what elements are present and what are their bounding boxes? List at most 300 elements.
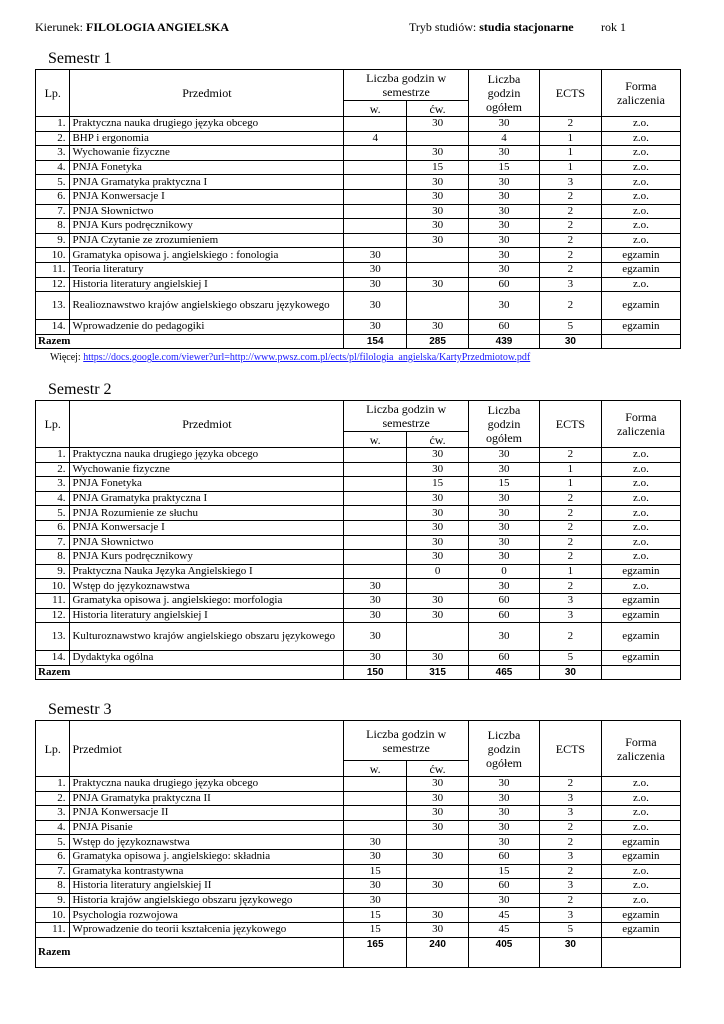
row-przedmiot: Wychowanie fizyczne — [70, 146, 344, 161]
row-lp: 1. — [36, 448, 70, 463]
row-cwiczenia: 30 — [407, 849, 469, 864]
row-ogolem: 15 — [469, 477, 540, 492]
row-ogolem: 30 — [469, 623, 540, 651]
row-wyklady — [344, 477, 407, 492]
row-ogolem: 30 — [469, 248, 540, 263]
row-wyklady — [344, 204, 407, 219]
row-forma: egzamin — [601, 593, 680, 608]
row-przedmiot: Gramatyka opisowa j. angielskiego : fonologia — [70, 248, 344, 263]
row-cwiczenia: 30 — [407, 233, 469, 248]
row-przedmiot: Historia krajów angielskiego obszaru językowego — [70, 893, 344, 908]
row-cwiczenia — [407, 893, 469, 908]
row-forma: egzamin — [601, 320, 680, 335]
col-header-cwiczenia: ćw. — [407, 761, 469, 777]
row-lp: 4. — [36, 160, 70, 175]
row-przedmiot: PNJA Gramatyka praktyczna I — [70, 175, 344, 190]
row-lp: 6. — [36, 189, 70, 204]
row-ects: 3 — [540, 593, 602, 608]
row-forma: z.o. — [601, 160, 680, 175]
row-przedmiot: Historia literatury angielskiej I — [70, 277, 344, 292]
row-lp: 1. — [36, 777, 70, 792]
row-ogolem: 60 — [469, 879, 540, 894]
row-ogolem: 4 — [469, 131, 540, 146]
row-ogolem: 30 — [469, 893, 540, 908]
razem-label: Razem — [36, 334, 344, 349]
row-forma: egzamin — [601, 651, 680, 666]
row-wyklady — [344, 506, 407, 521]
row-ogolem: 30 — [469, 233, 540, 248]
col-header-godziny-ogolem: Liczba godzin ogółem — [469, 401, 540, 448]
row-cwiczenia — [407, 579, 469, 594]
row-wyklady: 30 — [344, 849, 407, 864]
row-cwiczenia: 30 — [407, 922, 469, 937]
row-ects: 2 — [540, 623, 602, 651]
col-header-godziny-semestr: Liczba godzin w semestrze — [344, 721, 469, 761]
row-przedmiot: PNJA Gramatyka praktyczna II — [70, 791, 344, 806]
row-lp: 12. — [36, 277, 70, 292]
row-lp: 7. — [36, 535, 70, 550]
col-header-przedmiot: Przedmiot — [70, 721, 344, 777]
row-ogolem: 15 — [469, 864, 540, 879]
row-przedmiot: Teoria literatury — [70, 262, 344, 277]
row-forma: z.o. — [601, 117, 680, 132]
row-przedmiot: PNJA Słownictwo — [70, 204, 344, 219]
row-cwiczenia: 30 — [407, 806, 469, 821]
row-ects: 1 — [540, 462, 602, 477]
row-wyklady — [344, 820, 407, 835]
row-ogolem: 30 — [469, 491, 540, 506]
table-row — [36, 864, 681, 879]
row-ects: 2 — [540, 535, 602, 550]
razem-ogolem: 405 — [469, 937, 540, 967]
row-forma: z.o. — [601, 204, 680, 219]
razem-label: Razem — [36, 937, 344, 967]
semester-3-table — [35, 720, 681, 968]
table-row — [36, 564, 681, 579]
row-przedmiot: BHP i ergonomia — [70, 131, 344, 146]
row-ogolem: 45 — [469, 922, 540, 937]
row-lp: 5. — [36, 506, 70, 521]
row-ogolem: 30 — [469, 520, 540, 535]
row-forma: z.o. — [601, 777, 680, 792]
table-row — [36, 189, 681, 204]
row-wyklady: 15 — [344, 864, 407, 879]
row-wyklady: 30 — [344, 893, 407, 908]
row-ects: 3 — [540, 908, 602, 923]
row-ects: 2 — [540, 117, 602, 132]
table-row — [36, 806, 681, 821]
table-row — [36, 550, 681, 565]
razem-forma — [601, 665, 680, 680]
row-przedmiot: Wprowadzenie do teorii kształcenia językowego — [70, 922, 344, 937]
row-cwiczenia: 0 — [407, 564, 469, 579]
row-cwiczenia: 30 — [407, 277, 469, 292]
row-wyklady: 30 — [344, 623, 407, 651]
row-przedmiot: Historia literatury angielskiej II — [70, 879, 344, 894]
row-wyklady: 15 — [344, 922, 407, 937]
row-przedmiot: PNJA Pisanie — [70, 820, 344, 835]
table-row — [36, 835, 681, 850]
table-row — [36, 506, 681, 521]
row-cwiczenia: 30 — [407, 491, 469, 506]
row-cwiczenia: 30 — [407, 117, 469, 132]
table-row — [36, 593, 681, 608]
table-row — [36, 233, 681, 248]
row-wyklady: 30 — [344, 262, 407, 277]
row-lp: 4. — [36, 820, 70, 835]
table-row — [36, 146, 681, 161]
row-ogolem: 30 — [469, 462, 540, 477]
row-ects: 5 — [540, 320, 602, 335]
table-row — [36, 448, 681, 463]
row-cwiczenia: 30 — [407, 175, 469, 190]
table-row — [36, 320, 681, 335]
row-lp: 2. — [36, 131, 70, 146]
row-cwiczenia — [407, 835, 469, 850]
row-ogolem: 30 — [469, 204, 540, 219]
row-lp: 11. — [36, 922, 70, 937]
row-przedmiot: Praktyczna Nauka Języka Angielskiego I — [70, 564, 344, 579]
row-ogolem: 30 — [469, 448, 540, 463]
razem-row — [36, 937, 681, 967]
row-forma: egzamin — [601, 564, 680, 579]
table-row — [36, 820, 681, 835]
col-header-wyklady: w. — [344, 101, 407, 117]
table-row — [36, 117, 681, 132]
table-row — [36, 908, 681, 923]
row-forma: z.o. — [601, 893, 680, 908]
table-row — [36, 791, 681, 806]
row-przedmiot: PNJA Słownictwo — [70, 535, 344, 550]
row-ects: 2 — [540, 233, 602, 248]
row-przedmiot: Wychowanie fizyczne — [70, 462, 344, 477]
row-wyklady — [344, 233, 407, 248]
row-wyklady: 30 — [344, 879, 407, 894]
table-row — [36, 777, 681, 792]
row-cwiczenia — [407, 131, 469, 146]
row-cwiczenia: 30 — [407, 879, 469, 894]
table-row — [36, 922, 681, 937]
row-wyklady — [344, 564, 407, 579]
row-ects: 2 — [540, 550, 602, 565]
row-forma: egzamin — [601, 623, 680, 651]
row-forma: egzamin — [601, 608, 680, 623]
row-wyklady — [344, 219, 407, 234]
row-cwiczenia: 30 — [407, 320, 469, 335]
row-ogolem: 30 — [469, 820, 540, 835]
row-lp: 3. — [36, 146, 70, 161]
row-lp: 6. — [36, 520, 70, 535]
row-forma: egzamin — [601, 908, 680, 923]
row-forma: z.o. — [601, 579, 680, 594]
row-ects: 5 — [540, 651, 602, 666]
row-forma: z.o. — [601, 879, 680, 894]
row-cwiczenia: 30 — [407, 908, 469, 923]
row-ogolem: 15 — [469, 160, 540, 175]
row-ects: 2 — [540, 448, 602, 463]
row-ogolem: 60 — [469, 849, 540, 864]
row-ects: 2 — [540, 579, 602, 594]
row-wyklady: 30 — [344, 608, 407, 623]
row-cwiczenia: 30 — [407, 520, 469, 535]
row-ogolem: 30 — [469, 117, 540, 132]
row-wyklady — [344, 448, 407, 463]
row-cwiczenia: 30 — [407, 777, 469, 792]
row-ogolem: 30 — [469, 791, 540, 806]
row-przedmiot: Wprowadzenie do pedagogiki — [70, 320, 344, 335]
row-cwiczenia: 30 — [407, 219, 469, 234]
razem-ects: 30 — [540, 937, 602, 967]
row-ogolem: 45 — [469, 908, 540, 923]
row-cwiczenia — [407, 864, 469, 879]
row-przedmiot: PNJA Czytanie ze zrozumieniem — [70, 233, 344, 248]
row-wyklady — [344, 535, 407, 550]
row-wyklady: 30 — [344, 277, 407, 292]
row-lp: 7. — [36, 864, 70, 879]
row-lp: 2. — [36, 791, 70, 806]
row-przedmiot: PNJA Rozumienie ze słuchu — [70, 506, 344, 521]
table-row — [36, 219, 681, 234]
more-link[interactable]: https://docs.google.com/viewer?url=http://www.pwsz.com.pl/ects/pl/filologia_angielska/KartyPrzedmiotow.pdf — [83, 352, 531, 363]
row-cwiczenia: 30 — [407, 146, 469, 161]
row-ogolem: 60 — [469, 277, 540, 292]
col-header-ects: ECTS — [540, 70, 602, 117]
row-forma: egzamin — [601, 849, 680, 864]
row-cwiczenia: 30 — [407, 820, 469, 835]
row-przedmiot: Kulturoznawstwo krajów angielskiego obszaru językowego — [70, 623, 344, 651]
row-wyklady — [344, 806, 407, 821]
table-row — [36, 608, 681, 623]
row-forma: z.o. — [601, 864, 680, 879]
row-ogolem: 60 — [469, 320, 540, 335]
table-row — [36, 879, 681, 894]
row-ogolem: 30 — [469, 579, 540, 594]
col-header-lp: Lp. — [36, 70, 70, 117]
table-row — [36, 535, 681, 550]
razem-ogolem: 439 — [469, 334, 540, 349]
more-link-row — [50, 352, 530, 363]
row-cwiczenia — [407, 248, 469, 263]
row-lp: 13. — [36, 623, 70, 651]
col-header-godziny-semestr: Liczba godzin w semestrze — [344, 70, 469, 101]
row-ects: 2 — [540, 262, 602, 277]
row-ogolem: 30 — [469, 189, 540, 204]
row-lp: 11. — [36, 593, 70, 608]
row-ects: 3 — [540, 879, 602, 894]
table-row — [36, 175, 681, 190]
row-ects: 3 — [540, 806, 602, 821]
row-ects: 2 — [540, 491, 602, 506]
row-przedmiot: Psychologia rozwojowa — [70, 908, 344, 923]
row-wyklady: 30 — [344, 292, 407, 320]
row-ects: 2 — [540, 864, 602, 879]
row-ects: 1 — [540, 564, 602, 579]
col-header-ects: ECTS — [540, 721, 602, 777]
table-row — [36, 651, 681, 666]
semester-title: Semestr 1 — [48, 50, 112, 67]
row-przedmiot: PNJA Fonetyka — [70, 160, 344, 175]
row-wyklady: 30 — [344, 651, 407, 666]
col-header-wyklady: w. — [344, 761, 407, 777]
row-przedmiot: Dydaktyka ogólna — [70, 651, 344, 666]
row-ects: 2 — [540, 292, 602, 320]
row-forma: z.o. — [601, 535, 680, 550]
row-ogolem: 60 — [469, 608, 540, 623]
col-header-godziny-semestr: Liczba godzin w semestrze — [344, 401, 469, 432]
row-forma: z.o. — [601, 448, 680, 463]
row-ogolem: 30 — [469, 777, 540, 792]
row-ogolem: 30 — [469, 535, 540, 550]
table-row — [36, 292, 681, 320]
row-ogolem: 30 — [469, 835, 540, 850]
row-wyklady — [344, 189, 407, 204]
row-przedmiot: Wstęp do językoznawstwa — [70, 579, 344, 594]
row-ogolem: 30 — [469, 219, 540, 234]
row-przedmiot: PNJA Gramatyka praktyczna I — [70, 491, 344, 506]
row-lp: 8. — [36, 550, 70, 565]
row-ects: 1 — [540, 477, 602, 492]
col-header-przedmiot: Przedmiot — [70, 401, 344, 448]
row-forma: z.o. — [601, 175, 680, 190]
row-wyklady — [344, 491, 407, 506]
row-forma: z.o. — [601, 277, 680, 292]
row-przedmiot: Praktyczna nauka drugiego języka obcego — [70, 777, 344, 792]
row-ogolem: 30 — [469, 292, 540, 320]
row-ects: 3 — [540, 608, 602, 623]
row-wyklady — [344, 550, 407, 565]
row-ects: 2 — [540, 204, 602, 219]
razem-forma — [601, 334, 680, 349]
row-przedmiot: Wstęp do językoznawstwa — [70, 835, 344, 850]
col-header-ects: ECTS — [540, 401, 602, 448]
row-lp: 9. — [36, 564, 70, 579]
row-ects: 1 — [540, 131, 602, 146]
row-forma: z.o. — [601, 477, 680, 492]
razem-forma — [601, 937, 680, 967]
row-wyklady: 30 — [344, 320, 407, 335]
row-ects: 3 — [540, 849, 602, 864]
row-ogolem: 60 — [469, 593, 540, 608]
row-ogolem: 30 — [469, 806, 540, 821]
row-wyklady: 30 — [344, 593, 407, 608]
col-header-cwiczenia: ćw. — [407, 101, 469, 117]
row-ects: 2 — [540, 506, 602, 521]
row-lp: 14. — [36, 651, 70, 666]
row-przedmiot: Gramatyka kontrastywna — [70, 864, 344, 879]
row-forma: z.o. — [601, 806, 680, 821]
row-cwiczenia: 30 — [407, 593, 469, 608]
row-wyklady — [344, 791, 407, 806]
row-forma: egzamin — [601, 922, 680, 937]
row-lp: 8. — [36, 879, 70, 894]
row-cwiczenia: 30 — [407, 506, 469, 521]
row-forma: z.o. — [601, 520, 680, 535]
row-ogolem: 30 — [469, 175, 540, 190]
row-ogolem: 60 — [469, 651, 540, 666]
row-ogolem: 30 — [469, 506, 540, 521]
row-ogolem: 30 — [469, 262, 540, 277]
row-ects: 2 — [540, 820, 602, 835]
row-forma: z.o. — [601, 791, 680, 806]
table-row — [36, 131, 681, 146]
row-lp: 2. — [36, 462, 70, 477]
row-forma: z.o. — [601, 146, 680, 161]
row-lp: 11. — [36, 262, 70, 277]
row-lp: 9. — [36, 893, 70, 908]
row-wyklady — [344, 462, 407, 477]
row-przedmiot: Historia literatury angielskiej I — [70, 608, 344, 623]
row-ects: 1 — [540, 146, 602, 161]
row-forma: z.o. — [601, 550, 680, 565]
row-cwiczenia — [407, 262, 469, 277]
row-lp: 5. — [36, 175, 70, 190]
row-lp: 3. — [36, 477, 70, 492]
row-ogolem: 30 — [469, 146, 540, 161]
row-wyklady — [344, 520, 407, 535]
row-cwiczenia: 30 — [407, 189, 469, 204]
row-ects: 2 — [540, 520, 602, 535]
col-header-przedmiot: Przedmiot — [70, 70, 344, 117]
row-ects: 2 — [540, 893, 602, 908]
row-forma: egzamin — [601, 835, 680, 850]
row-wyklady — [344, 146, 407, 161]
semester-1-table — [35, 69, 681, 349]
row-ogolem: 30 — [469, 550, 540, 565]
row-lp: 4. — [36, 491, 70, 506]
row-ects: 2 — [540, 219, 602, 234]
row-cwiczenia: 30 — [407, 651, 469, 666]
row-cwiczenia: 30 — [407, 550, 469, 565]
col-header-lp: Lp. — [36, 721, 70, 777]
table-row — [36, 160, 681, 175]
row-przedmiot: Praktyczna nauka drugiego języka obcego — [70, 117, 344, 132]
row-przedmiot: PNJA Konwersacje I — [70, 520, 344, 535]
razem-ects: 30 — [540, 665, 602, 680]
row-wyklady: 15 — [344, 908, 407, 923]
row-lp: 10. — [36, 908, 70, 923]
row-lp: 8. — [36, 219, 70, 234]
row-wyklady: 30 — [344, 579, 407, 594]
row-forma: z.o. — [601, 219, 680, 234]
row-przedmiot: Gramatyka opisowa j. angielskiego: składnia — [70, 849, 344, 864]
row-forma: z.o. — [601, 233, 680, 248]
row-cwiczenia: 30 — [407, 462, 469, 477]
semester-title: Semestr 2 — [48, 381, 112, 398]
row-lp: 9. — [36, 233, 70, 248]
col-header-godziny-ogolem: Liczba godzin ogółem — [469, 721, 540, 777]
row-lp: 1. — [36, 117, 70, 132]
razem-cwiczenia: 240 — [407, 937, 469, 967]
row-forma: z.o. — [601, 189, 680, 204]
row-ects: 1 — [540, 160, 602, 175]
row-lp: 10. — [36, 248, 70, 263]
table-row — [36, 277, 681, 292]
row-forma: egzamin — [601, 262, 680, 277]
row-forma: z.o. — [601, 491, 680, 506]
row-przedmiot: Praktyczna nauka drugiego języka obcego — [70, 448, 344, 463]
row-cwiczenia — [407, 292, 469, 320]
table-row — [36, 893, 681, 908]
row-przedmiot: PNJA Konwersacje I — [70, 189, 344, 204]
tryb-studiow: Tryb studiów: studia stacjonarne — [409, 20, 574, 34]
table-row — [36, 623, 681, 651]
row-lp: 7. — [36, 204, 70, 219]
semester-title: Semestr 3 — [48, 701, 112, 718]
row-ects: 2 — [540, 189, 602, 204]
razem-ogolem: 465 — [469, 665, 540, 680]
table-row — [36, 262, 681, 277]
row-cwiczenia: 30 — [407, 608, 469, 623]
